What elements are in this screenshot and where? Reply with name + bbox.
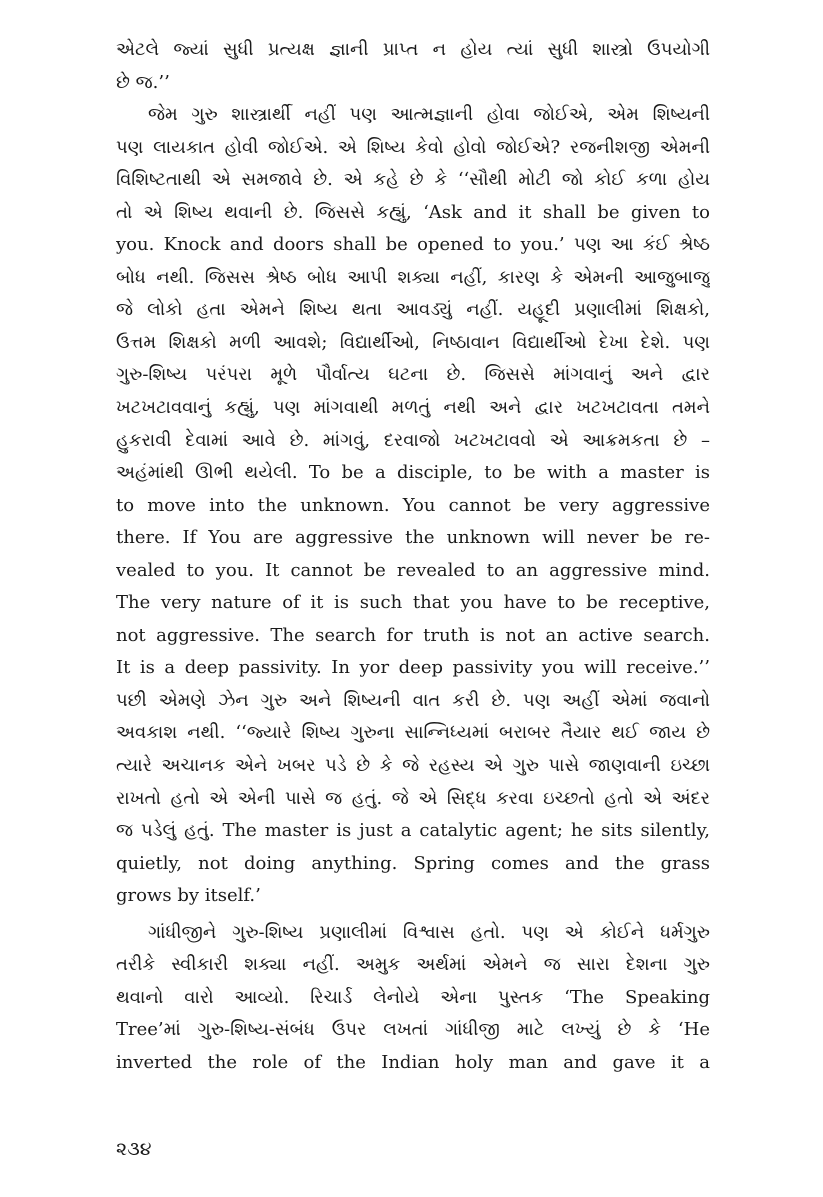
text-line: grows by itself.’ xyxy=(116,885,261,907)
text-line: ખટખટાવવાનું કહ્યું, પણ માંગવાથી મળતું નથી અને દ્વાર ખટખટાવતા તમને xyxy=(116,397,710,419)
paragraph-1 xyxy=(116,34,710,99)
text-line: ગાંધીજીને ગુરુ-શિષ્ય પ્રણાલીમાં વિશ્વાસ હતો. પણ એ કોઈને ધર્મગુરુ xyxy=(148,921,710,943)
text-line: there. If You are aggressive the unknown will never be re- xyxy=(116,527,710,549)
text-line: છે જ.’’ xyxy=(116,71,170,93)
text-line: તરીકે સ્વીકારી શક્યા નહીં. અમુક અર્થમાં એમને જ સારા દેશના ગુરુ xyxy=(116,954,710,976)
text-line: તો એ શિષ્ય થવાની છે. જિસસે કહ્યું, ‘Ask and it shall be given to xyxy=(116,201,710,223)
text-line: બોધ નથી. જિસસ શ્રેષ્ઠ બોધ આપી શક્યા નહીં, કારણ કે એમની આજુબાજુ xyxy=(116,266,710,288)
text-line: થવાનો વારો આવ્યો. રિચાર્ડ લેનોયે એના પુસ્તક ‘The Speaking xyxy=(116,986,710,1008)
text-line: જેમ ગુરુ શાસ્ત્રાર્થી નહીં પણ આત્મજ્ઞાની હોવા જોઈએ, એમ શિષ્યની xyxy=(148,104,710,126)
text-line: The very nature of it is such that you have to be receptive, xyxy=(116,592,710,614)
text-line: ત્યારે અચાનક એને ખબર પડે છે કે જે રહસ્ય એ ગુરુ પાસે જાણવાની ઇચ્છા xyxy=(116,755,710,777)
body-text xyxy=(116,34,710,1080)
text-line: હુકરાવી દેવામાં આવે છે. માંગવું, દરવાજો ખટખટાવવો એ આક્રમકતા છે – xyxy=(116,429,710,451)
text-line: ગુરુ-શિષ્ય પરંપરા મૂળે પૌર્વાત્ય ઘટના છે. જિસસે માંગવાનું અને દ્વાર xyxy=(116,364,710,386)
text-line: inverted the role of the Indian holy man and gave it a xyxy=(116,1051,710,1073)
paragraph-2 xyxy=(116,99,710,913)
text-line: not aggressive. The search for truth is not an active search. xyxy=(116,624,710,646)
text-line: you. Knock and doors shall be opened to you.’ પણ આ કંઈ શ્રેષ્ઠ xyxy=(116,234,710,256)
text-line: અહંમાંથી ઊભી થયેલી. To be a disciple, to be with a master is xyxy=(116,462,710,484)
text-line: જે લોકો હતા એમને શિષ્ય થતા આવડ્યું નહીં. યહૂદી પ્રણાલીમાં શિક્ષકો, xyxy=(116,299,710,321)
text-line: પછી એમણે ઝેન ગુરુ અને શિષ્યની વાત કરી છે. પણ અહીં એમાં જવાનો xyxy=(116,689,710,711)
text-line: vealed to you. It cannot be revealed to an aggressive mind. xyxy=(116,559,710,581)
text-line: ઉત્તમ શિક્ષકો મળી આવશે; વિદ્યાર્થીઓ, નિષ્ઠાવાન વિદ્યાર્થીઓ દેખા દેશે. પણ xyxy=(116,331,710,353)
text-line: It is a deep passivity. In yor deep passivity you will receive.’’ xyxy=(116,657,710,679)
text-line: quietly, not doing anything. Spring comes and the grass xyxy=(116,852,710,874)
page-number: ૨૩૪ xyxy=(116,1138,152,1160)
text-line: જ પડેલું હતું. The master is just a catalytic agent; he sits silently, xyxy=(116,820,710,842)
text-line: વિશિષ્ટતાથી એ સમજાવે છે. એ કહે છે કે ‘‘સૌથી મોટી જો કોઈ કળા હોય xyxy=(116,169,710,191)
text-line: એટલે જ્યાં સુધી પ્રત્યક્ષ જ્ઞાની પ્રાપ્ત ન હોય ત્યાં સુધી શાસ્ત્રો ઉપયોગી xyxy=(116,39,710,60)
paragraph-3 xyxy=(116,917,710,1080)
text-line: Tree’માં ગુરુ-શિષ્ય-સંબંધ ઉપર લખતાં ગાંધીજી માટે લખ્યું છે કે ‘He xyxy=(116,1019,710,1041)
text-line: to move into the unknown. You cannot be very aggressive xyxy=(116,494,710,516)
text-line: પણ લાયકાત હોવી જોઈએ. એ શિષ્ય કેવો હોવો જોઈએ? રજનીશજી એમની xyxy=(116,136,710,158)
text-line: અવકાશ નથી. ‘‘જ્યારે શિષ્ય ગુરુના સાન્નિધ્યમાં બરાબર તૈયાર થઈ જાય છે xyxy=(116,722,710,744)
text-line: રાખતો હતો એ એની પાસે જ હતું. જે એ સિદ્ધ કરવા ઇચ્છતો હતો એ અંદર xyxy=(116,787,710,809)
